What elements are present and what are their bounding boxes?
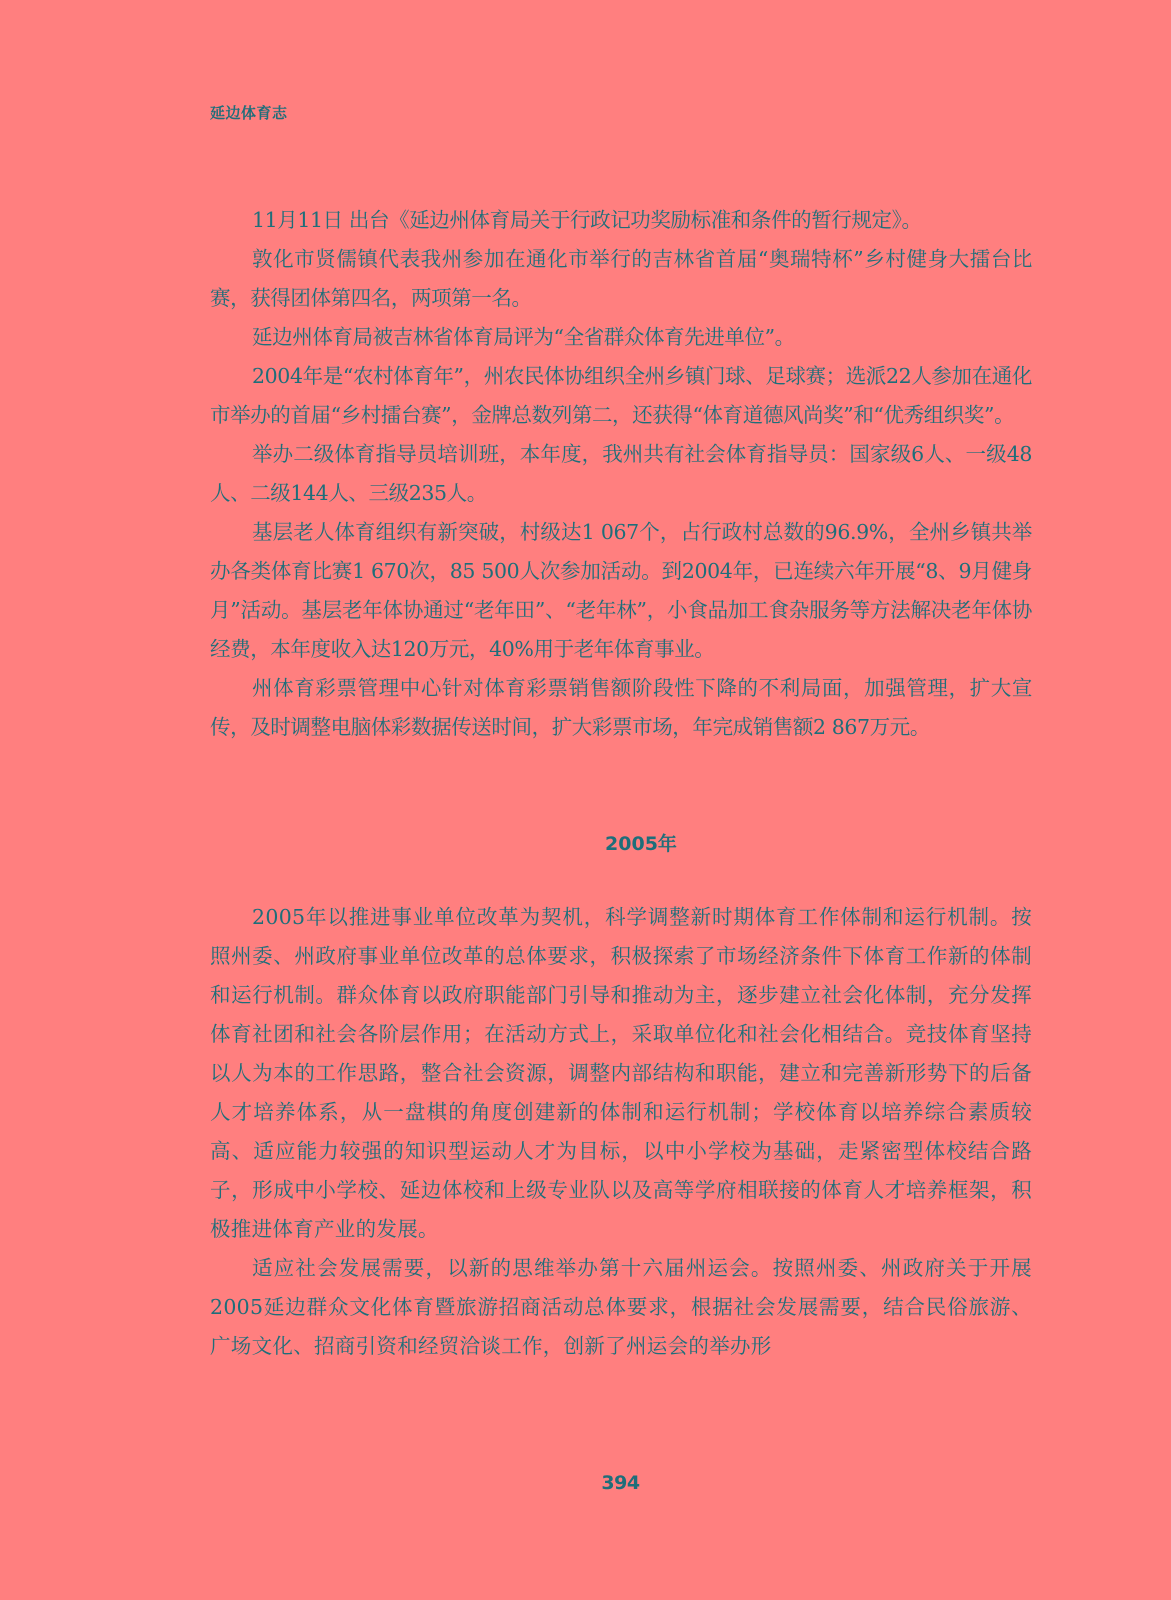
section-2005-body — [210, 898, 1032, 1366]
paragraph: 基层老人体育组织有新突破，村级达1 067个，占行政村总数的96.9%，全州乡镇共举办各类体育比赛1 670次，85 500人次参加活动。到2004年，已连续六年开展“8、9月健身月”活动。基层老年体协通过“老年田”、“老年林”，小食品加工食杂服务等方法解决老年体协经费，本年度收入达120万元，40%用于老年体育事业。 — [210, 520, 1032, 661]
running-header-title: 延边体育志 — [210, 104, 288, 122]
paragraph: 2005年以推进事业单位改革为契机，科学调整新时期体育工作体制和运行机制。按照州委、州政府事业单位改革的总体要求，积极探索了市场经济条件下体育工作新的体制和运行机制。群众体育以政府职能部门引导和推动为主，逐步建立社会化体制，充分发挥体育社团和社会各阶层作用；在活动方式上，采取单位化和社会化相结合。竞技体育坚持以人为本的工作思路，整合社会资源，调整内部结构和职能，建立和完善新形势下的后备人才培养体系，从一盘棋的角度创建新的体制和运行机制；学校体育以培养综合素质较高、适应能力较强的知识型运动人才为目标，以中小学校为基础，走紧密型体校结合路子，形成中小学校、延边体校和上级专业队以及高等学府相联接的体育人才培养框架，积极推进体育产业的发展。 — [210, 905, 1032, 1241]
page-number: 394 — [601, 1472, 640, 1494]
paragraph: 11月11日 出台《延边州体育局关于行政记功奖励标准和条件的暂行规定》。 — [252, 208, 922, 232]
paragraph: 举办二级体育指导员培训班，本年度，我州共有社会体育指导员：国家级6人、一级48人、二级144人、三级235人。 — [210, 442, 1032, 505]
section-heading-2005: 2005年 — [605, 833, 677, 855]
paragraph: 延边州体育局被吉林省体育局评为“全省群众体育先进单位”。 — [252, 325, 795, 349]
paragraph: 州体育彩票管理中心针对体育彩票销售额阶段性下降的不利局面，加强管理，扩大宣传，及时调整电脑体彩数据传送时间，扩大彩票市场，年完成销售额2 867万元。 — [210, 676, 1032, 739]
paragraph: 敦化市贤儒镇代表我州参加在通化市举行的吉林省首届“奥瑞特杯”乡村健身大擂台比赛，获得团体第四名，两项第一名。 — [210, 247, 1032, 310]
section-2004-body — [210, 201, 1032, 747]
paragraph: 2004年是“农村体育年”，州农民体协组织全州乡镇门球、足球赛；选派22人参加在通化市举办的首届“乡村擂台赛”，金牌总数列第二，还获得“体育道德风尚奖”和“优秀组织奖”。 — [210, 364, 1032, 427]
paragraph: 适应社会发展需要，以新的思维举办第十六届州运会。按照州委、州政府关于开展2005延边群众文化体育暨旅游招商活动总体要求，根据社会发展需要，结合民俗旅游、广场文化、招商引资和经贸洽谈工作，创新了州运会的举办形 — [210, 1256, 1032, 1358]
